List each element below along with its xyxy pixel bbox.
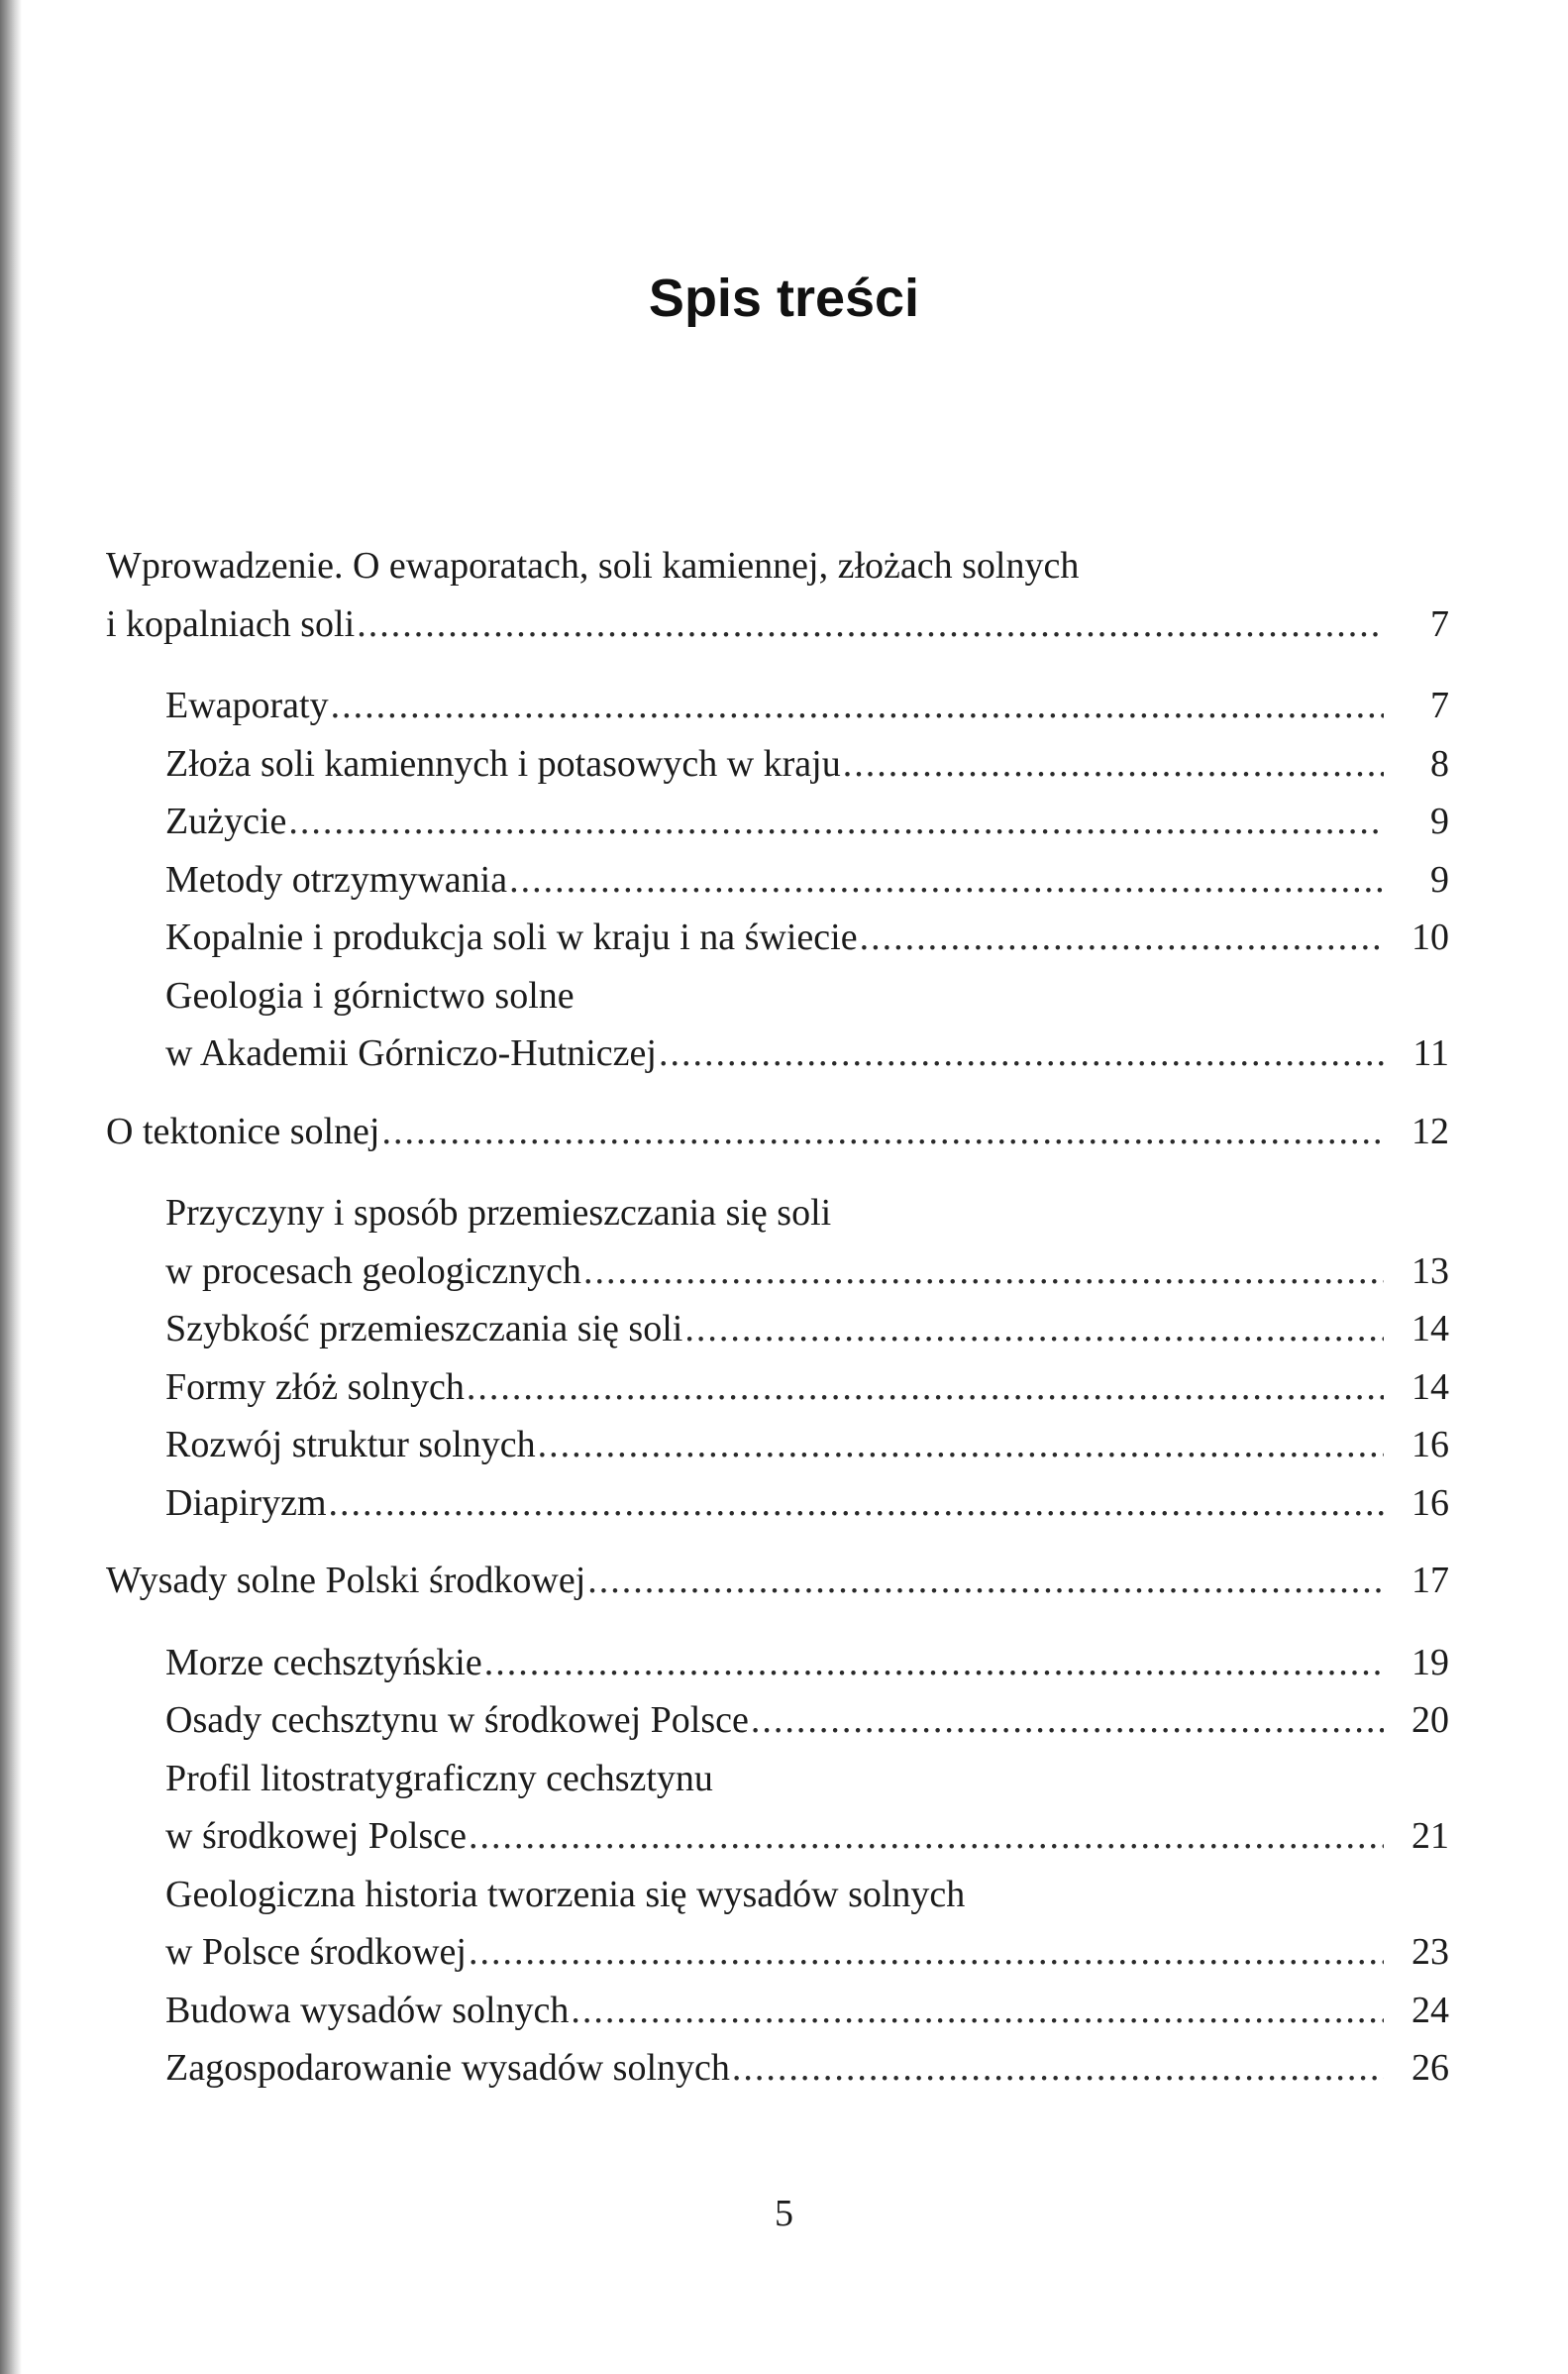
toc-page-number: 11 <box>1412 1032 1449 1074</box>
dot-leader <box>288 793 1384 851</box>
toc-subentry[interactable] <box>106 735 1449 794</box>
toc-entry-label: w środkowej Polsce <box>165 1815 467 1857</box>
toc-entry-label: w Polsce środkowej <box>165 1931 467 1973</box>
dot-leader <box>732 2039 1384 2098</box>
toc-entry-label: w Akademii Górniczo-Hutniczej <box>165 1032 657 1074</box>
dot-leader <box>751 1691 1384 1750</box>
toc-entry-label: O tektonice solnej <box>106 1110 380 1152</box>
toc-entry-label: Budowa wysadów solnych <box>165 1989 570 2031</box>
toc-page-number: 9 <box>1430 801 1449 842</box>
toc-entry-tectonics[interactable] <box>106 1103 1449 1161</box>
toc-entry-label: Osady cechsztynu w środkowej Polsce <box>165 1699 749 1741</box>
toc-subentry[interactable] <box>106 1416 1449 1474</box>
dot-leader <box>469 1923 1384 1982</box>
toc-entry-label: Ewaporaty <box>165 685 329 726</box>
toc-entry-label: Złoża soli kamiennych i potasowych w kraju <box>165 742 841 785</box>
toc-entry-label: Przyczyny i sposób przemieszczania się soli <box>165 1192 832 1234</box>
dot-leader <box>538 1416 1384 1474</box>
toc-entry-label: Szybkość przemieszczania się soli <box>165 1308 683 1349</box>
toc-subentry-line1 <box>106 1866 1449 1924</box>
toc-subentry[interactable] <box>106 793 1449 851</box>
toc-page-number: 23 <box>1411 1931 1449 1973</box>
toc-subentry[interactable] <box>106 1358 1449 1417</box>
toc-subentry-line1 <box>106 1184 1449 1242</box>
toc-page-number: 14 <box>1411 1308 1449 1349</box>
toc-subentry[interactable] <box>106 1474 1449 1533</box>
toc-subentry[interactable] <box>106 1923 1449 1982</box>
binding-shadow <box>0 0 22 2374</box>
toc-page-number: 24 <box>1411 1989 1449 2031</box>
dot-leader <box>583 1242 1384 1301</box>
dot-leader <box>381 1103 1384 1161</box>
toc-subentry[interactable] <box>106 1982 1449 2040</box>
dot-leader <box>329 1474 1384 1533</box>
toc-entry-label: i kopalniach soli <box>106 602 356 645</box>
dot-leader <box>469 1807 1384 1866</box>
toc-page-number: 26 <box>1411 2047 1449 2089</box>
toc-entry-label: w procesach geologicznych <box>165 1249 581 1292</box>
dot-leader <box>467 1358 1384 1417</box>
toc-page-number: 21 <box>1411 1815 1449 1857</box>
toc-page-number: 7 <box>1430 685 1449 726</box>
toc-entry-label: Diapiryzm <box>165 1481 327 1524</box>
dot-leader <box>484 1634 1384 1692</box>
page-title: Spis treści <box>648 269 920 328</box>
toc-subentry[interactable] <box>106 1807 1449 1866</box>
toc-page-number: 16 <box>1411 1424 1449 1465</box>
toc-entry-label: Zagospodarowanie wysadów solnych <box>165 2047 730 2089</box>
toc-page-number: 8 <box>1430 742 1449 785</box>
toc-subentry[interactable] <box>106 909 1449 967</box>
toc-entry-label: Wprowadzenie. O ewaporatach, soli kamiennej, złożach solnych <box>106 545 1080 587</box>
toc-page-number: 12 <box>1411 1110 1449 1152</box>
toc-subentry[interactable] <box>106 1025 1449 1083</box>
toc-entry-intro[interactable] <box>106 595 1449 654</box>
toc-page-number: 9 <box>1430 858 1449 901</box>
dot-leader <box>357 595 1384 654</box>
toc-entry-label: Formy złóż solnych <box>165 1365 465 1408</box>
toc-page-number: 7 <box>1430 602 1449 645</box>
toc-subentry[interactable] <box>106 677 1449 735</box>
toc-page-number: 14 <box>1411 1365 1449 1408</box>
toc-entry-label: Rozwój struktur solnych <box>165 1424 536 1465</box>
toc-subentry-line1 <box>106 967 1449 1025</box>
toc-entry-label: Zużycie <box>165 801 287 842</box>
dot-leader <box>509 851 1384 910</box>
toc-entry-intro-line1 <box>106 537 1449 595</box>
toc-entry-label: Morze cechsztyńskie <box>165 1641 482 1683</box>
toc-page-number: 20 <box>1411 1699 1449 1741</box>
toc-subentry[interactable] <box>106 1242 1449 1301</box>
dot-leader <box>571 1982 1384 2040</box>
toc-subentry-line1 <box>106 1750 1449 1808</box>
dot-leader <box>587 1552 1384 1610</box>
toc-page-number: 19 <box>1411 1641 1449 1683</box>
dot-leader <box>684 1300 1384 1358</box>
toc-subentry[interactable] <box>106 851 1449 910</box>
toc-entry-label: Geologia i górnictwo solne <box>165 974 575 1017</box>
toc-page-number: 16 <box>1411 1481 1449 1524</box>
toc-page-number: 17 <box>1411 1560 1449 1601</box>
toc-page-number: 13 <box>1411 1249 1449 1292</box>
table-of-contents <box>106 537 1449 2098</box>
dot-leader <box>860 909 1384 967</box>
toc-subentry[interactable] <box>106 1691 1449 1750</box>
toc-page-number: 10 <box>1411 917 1449 958</box>
toc-entry-label: Profil litostratygraficzny cechsztynu <box>165 1757 713 1799</box>
page-number: 5 <box>775 2193 793 2234</box>
dot-leader <box>659 1025 1384 1083</box>
toc-entry-label: Geologiczna historia tworzenia się wysadów solnych <box>165 1873 966 1915</box>
toc-subentry[interactable] <box>106 1300 1449 1358</box>
toc-entry-label: Wysady solne Polski środkowej <box>106 1560 586 1601</box>
toc-entry-label: Metody otrzymywania <box>165 858 508 901</box>
toc-entry-salt-domes[interactable] <box>106 1552 1449 1610</box>
toc-entry-label: Kopalnie i produkcja soli w kraju i na świecie <box>165 917 858 958</box>
dot-leader <box>843 735 1384 794</box>
toc-subentry[interactable] <box>106 2039 1449 2098</box>
toc-subentry[interactable] <box>106 1634 1449 1692</box>
dot-leader <box>331 677 1384 735</box>
